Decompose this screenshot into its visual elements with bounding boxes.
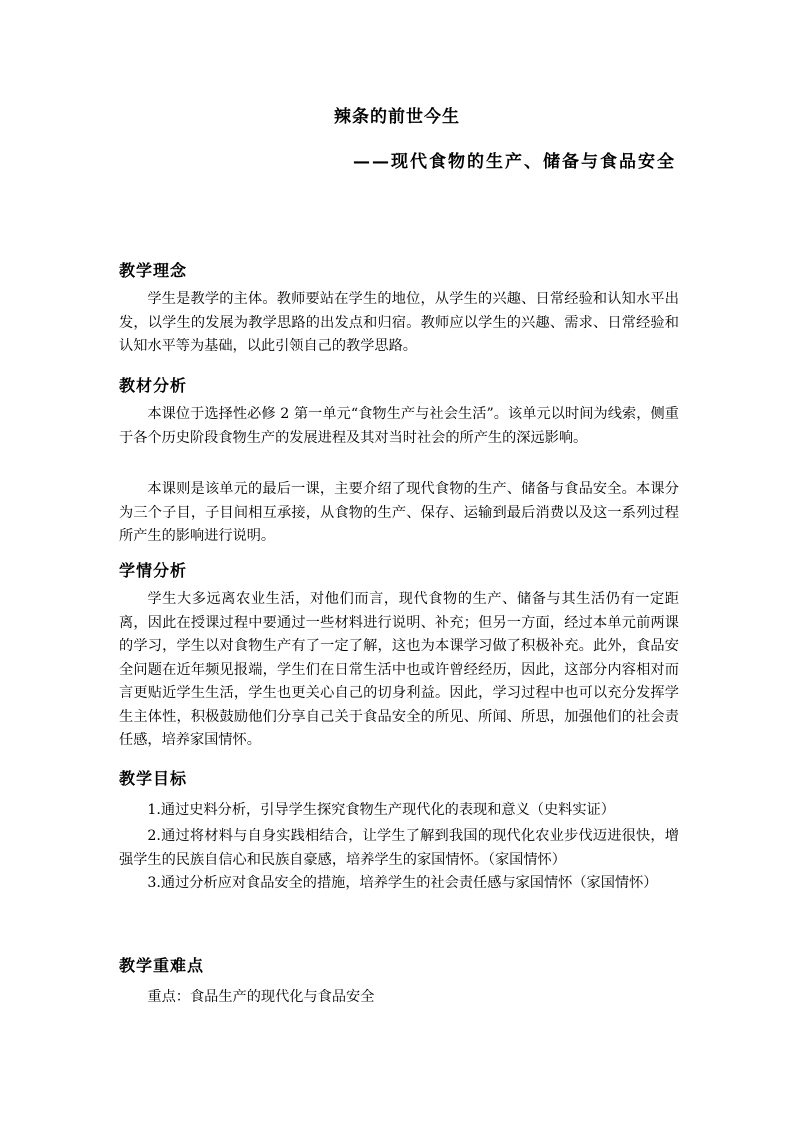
paragraph: 学生是教学的主体。教师要站在学生的地位，从学生的兴趣、日常经验和认知水平出发，以学生的发展为教学思路的出发点和归宿。教师应以学生的兴趣、需求、日常经验和认知水平等为基础，以此引领自己的教学思路。 xyxy=(119,291,679,354)
document-title: 辣条的前世今生 xyxy=(334,107,460,127)
section-heading-teaching-objectives: 教学目标 xyxy=(119,769,188,788)
paragraph: 本课则是该单元的最后一课，主要介绍了现代食物的生产、储备与食品安全。本课分为三个子目，子目间相互承接，从食物的生产、保存、运输到最后消费以及这一系列过程所产生的影响进行说明。 xyxy=(119,481,679,544)
paragraph: 本课位于选择性必修 2 第一单元“食物生产与社会生活”。该单元以时间为线索，侧重于各个历史阶段食物生产的发展进程及其对当时社会的所产生的深远影响。 xyxy=(119,406,679,446)
section-heading-textbook-analysis: 教材分析 xyxy=(119,376,188,395)
objective-item: 2.通过将材料与自身实践相结合，让学生了解到我国的现代化农业步伐迈进很快，增强学生的民族自信心和民族自豪感，培养学生的家国情怀。（家国情怀） xyxy=(119,828,679,868)
paragraph: 学生大多远离农业生活，对他们而言，现代食物的生产、储备与其生活仍有一定距离，因此在授课过程中要通过一些材料进行说明、补充；但另一方面，经过本单元前两课的学习，学生以对食物生产有了一定了解，这也为本课学习做了积极补充。此外，食品安全问题在近年频见报端，学生们在日常生活中也或许曾经经历，因此，这部分内容相对而言更贴近学生生活，学生也更关心自己的切身利益。因此，学习过程中也可以充分发挥学生主体性，积极鼓励他们分享自己关于食品安全的所见、所闻、所思，加强他们的社会责任感，培养家国情怀。 xyxy=(119,591,679,748)
section-heading-key-points: 教学重难点 xyxy=(119,956,205,975)
section-heading-teaching-philosophy: 教学理念 xyxy=(119,261,188,280)
objective-item: 1.通过史料分析，引导学生探究食物生产现代化的表现和意义（史料实证） xyxy=(147,802,615,818)
key-point-item: 重点：食品生产的现代化与食品安全 xyxy=(147,989,375,1005)
section-heading-learner-analysis: 学情分析 xyxy=(119,561,188,580)
objective-item: 3.通过分析应对食品安全的措施，培养学生的社会责任感与家国情怀（家国情怀） xyxy=(147,875,658,891)
document-subtitle: ——现代食物的生产、储备与食品安全 xyxy=(353,152,676,172)
